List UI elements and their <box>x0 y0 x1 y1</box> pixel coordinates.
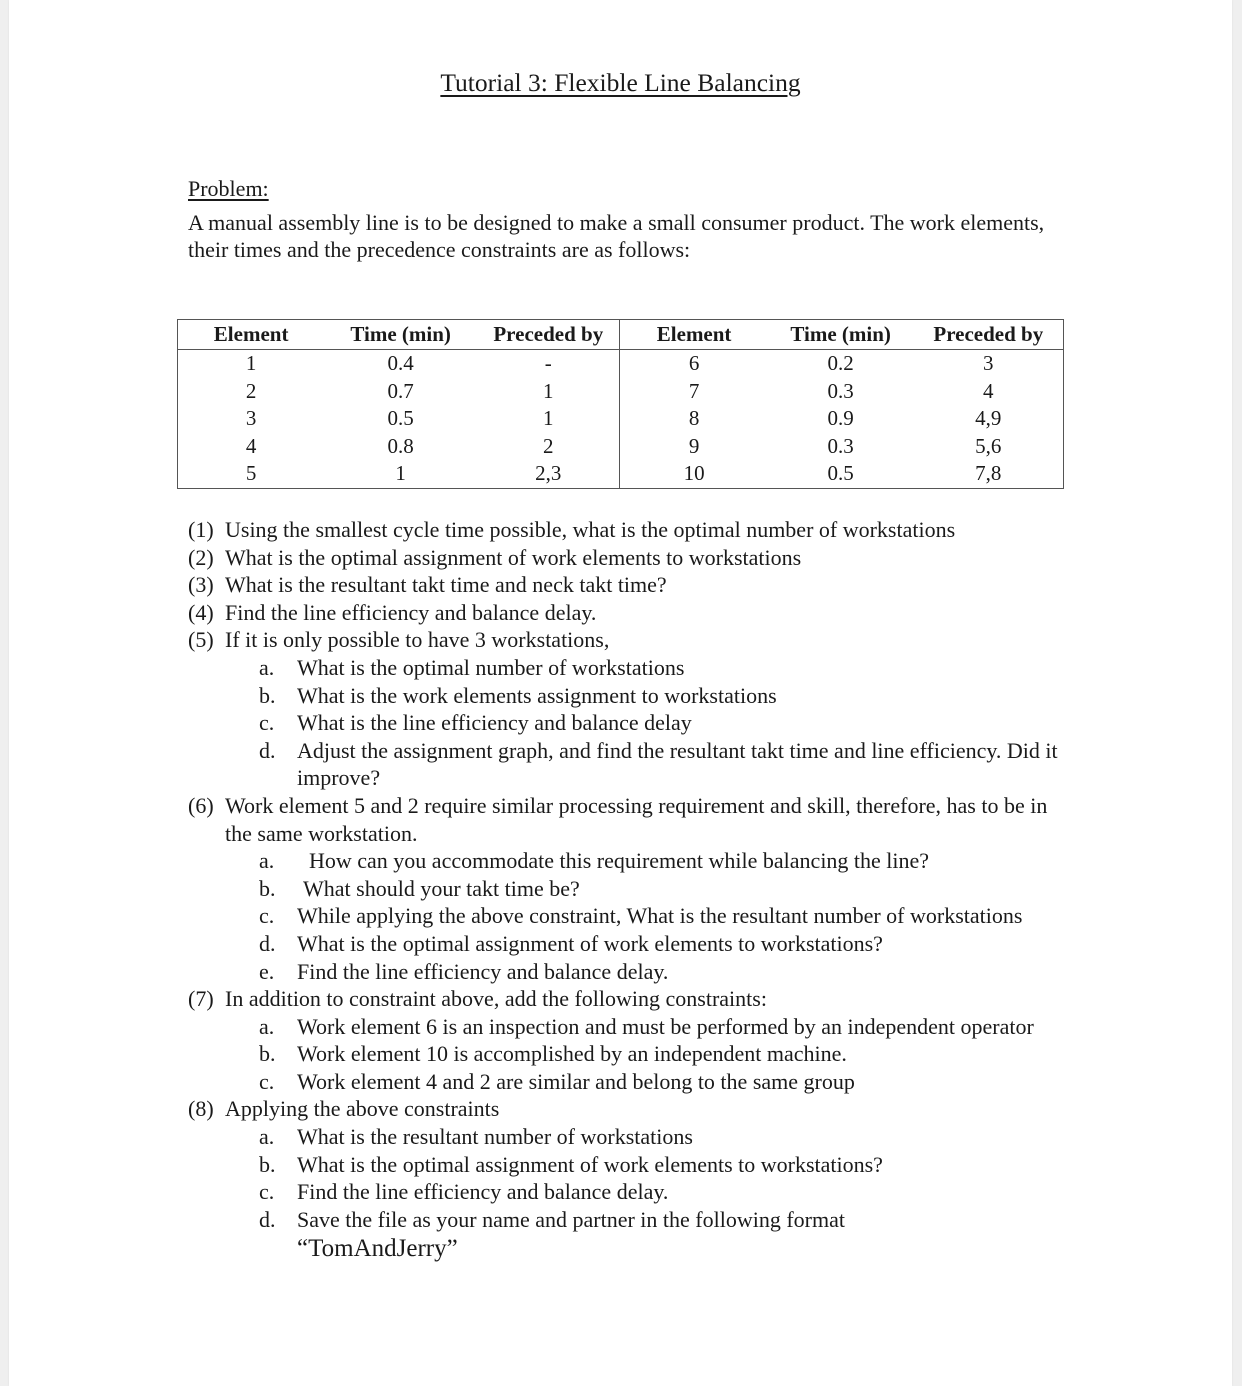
question-text: Using the smallest cycle time possible, what is the optimal number of workstations <box>225 517 956 542</box>
sub-question <box>259 1178 1068 1206</box>
sub-question-letter: b. <box>259 682 276 708</box>
table-cell: 9 <box>688 433 700 458</box>
table-row <box>178 405 1064 433</box>
table-cell: 3 <box>983 351 994 376</box>
sub-question-text: Adjust the assignment graph, and find the resultant takt time and line efficiency. Did it improve? <box>297 737 1058 791</box>
question-text: What is the optimal assignment of work elements to workstations <box>225 544 802 570</box>
question-6 <box>188 792 1068 847</box>
document-page <box>9 0 1232 1386</box>
sub-question-letter: d. <box>259 930 276 956</box>
sub-question-text: Work element 4 and 2 are similar and belong to the same group <box>297 1068 855 1094</box>
table-cell: 8 <box>688 406 700 431</box>
table-cell: 5 <box>245 461 257 486</box>
table-cell: 7 <box>688 378 700 403</box>
sub-question-letter: b. <box>259 1151 276 1177</box>
sub-question <box>259 1206 1068 1266</box>
header-element: Element <box>620 320 768 350</box>
question-number: (6) <box>188 792 214 818</box>
table-cell: 0.5 <box>387 406 414 431</box>
sub-question-letter: b. <box>259 875 276 901</box>
question-number: (2) <box>188 544 214 570</box>
table-header-row <box>178 320 1064 350</box>
table-row <box>178 460 1064 488</box>
table-cell: 1 <box>245 351 257 376</box>
question-number: (1) <box>188 517 214 542</box>
document-title: Tutorial 3: Flexible Line Balancing <box>440 68 801 97</box>
table-cell: 0.3 <box>827 433 854 458</box>
sub-question <box>259 737 1068 792</box>
table-cell: 10 <box>683 461 705 486</box>
sub-question-text: Work element 6 is an inspection and must be performed by an independent operator <box>297 1013 1034 1039</box>
sub-question-text: How can you accommodate this requirement while balancing the line? <box>309 848 930 874</box>
sub-question-text: What should your takt time be? <box>303 875 580 901</box>
sub-question <box>259 875 1068 903</box>
sub-question-letter: e. <box>259 958 275 984</box>
sub-question <box>259 654 1068 682</box>
table-cell: 0.2 <box>827 351 854 376</box>
sub-question <box>259 682 1068 710</box>
table-row <box>178 350 1064 378</box>
table-cell: 0.5 <box>827 461 854 486</box>
table-cell: 0.8 <box>387 433 414 458</box>
sub-question-text: Find the line efficiency and balance delay. <box>297 958 669 984</box>
sub-question-text: What is the resultant number of workstations <box>297 1124 693 1150</box>
sub-question-text-line: Save the file as your name and partner in the following format <box>297 1206 845 1232</box>
filename-example: “TomAndJerry” <box>297 1235 458 1263</box>
table-cell: 5,6 <box>975 433 1002 458</box>
question-text: Work element 5 and 2 require similar processing requirement and skill, therefore, has to be in the same workstation. <box>225 792 1048 846</box>
sub-question <box>259 902 1068 930</box>
table-row <box>178 433 1064 461</box>
sub-question-text: What is the optimal assignment of work elements to workstations? <box>297 930 883 956</box>
sub-question <box>259 847 1068 875</box>
table-cell: 0.7 <box>387 378 414 403</box>
sub-question-letter: a. <box>259 1124 275 1150</box>
sub-question-letter: b. <box>259 1041 276 1067</box>
sub-question-letter: d. <box>259 737 276 763</box>
sub-question <box>259 1068 1068 1096</box>
table-cell: 7,8 <box>975 461 1002 486</box>
question-number: (3) <box>188 572 214 598</box>
question-7 <box>188 985 1068 1013</box>
sub-question-text: What is the optimal number of workstations <box>297 654 685 680</box>
table-cell: 1 <box>477 405 620 433</box>
sub-question <box>259 709 1068 737</box>
question-1 <box>188 516 1068 544</box>
work-elements-table <box>177 319 1064 489</box>
sub-question-text: Work element 10 is accomplished by an independent machine. <box>297 1041 847 1067</box>
table-cell: 2,3 <box>477 460 620 488</box>
question-5 <box>188 626 1068 654</box>
sub-question-text: Find the line efficiency and balance delay. <box>297 1179 669 1205</box>
sub-question-letter: a. <box>259 1013 275 1039</box>
sub-question <box>259 1040 1068 1068</box>
sub-question-letter: c. <box>259 903 275 929</box>
header-preceded-by: Preceded by <box>477 320 620 350</box>
sub-question-letter: c. <box>259 710 275 736</box>
question-text: If it is only possible to have 3 workstations, <box>225 627 610 653</box>
sub-question-letter: a. <box>259 654 275 680</box>
question-4 <box>188 599 1068 627</box>
sub-question-text: What is the optimal assignment of work elements to workstations? <box>297 1151 883 1177</box>
sub-question <box>259 958 1068 986</box>
table-cell: 0.9 <box>827 406 854 431</box>
sub-question-text: What is the work elements assignment to workstations <box>297 682 777 708</box>
table-cell: 6 <box>688 351 700 376</box>
table-cell: 4 <box>245 433 257 458</box>
sub-question-letter: a. <box>259 848 275 874</box>
sub-question-text <box>297 1206 1068 1266</box>
sub-question-letter: c. <box>259 1179 275 1205</box>
question-8 <box>188 1095 1068 1123</box>
question-text: Applying the above constraints <box>225 1096 500 1122</box>
table-cell: 0.3 <box>827 378 854 403</box>
question-text: Find the line efficiency and balance delay. <box>225 599 597 625</box>
table-row <box>178 378 1064 406</box>
sub-question <box>259 930 1068 958</box>
sub-question-text: While applying the above constraint, What is the resultant number of workstations <box>297 903 1023 929</box>
question-list <box>188 516 1068 1265</box>
problem-intro: A manual assembly line is to be designed to make a small consumer product. The work elements, their times and the precedence constraints are as follows: <box>188 210 1045 262</box>
table-cell: 3 <box>245 406 257 431</box>
table-cell: 1 <box>395 461 406 486</box>
table-cell: - <box>477 350 620 378</box>
question-number: (8) <box>188 1096 214 1122</box>
sub-question-letter: c. <box>259 1068 275 1094</box>
table-cell: 0.4 <box>387 351 414 376</box>
header-time: Time (min) <box>324 320 477 350</box>
problem-heading: Problem: <box>188 176 269 201</box>
question-number: (5) <box>188 627 214 653</box>
question-number: (7) <box>188 986 214 1012</box>
table-cell: 1 <box>477 378 620 406</box>
question-3 <box>188 571 1068 599</box>
table-cell: 2 <box>477 433 620 461</box>
question-number: (4) <box>188 599 214 625</box>
table-cell: 4,9 <box>975 406 1002 431</box>
table-cell: 4 <box>983 378 994 403</box>
sub-question <box>259 1151 1068 1179</box>
sub-question-text: What is the line efficiency and balance delay <box>297 710 692 736</box>
header-time: Time (min) <box>768 320 914 350</box>
sub-question-letter: d. <box>259 1206 276 1232</box>
header-element: Element <box>178 320 325 350</box>
sub-question <box>259 1013 1068 1041</box>
table-cell: 2 <box>245 378 257 403</box>
question-text: In addition to constraint above, add the following constraints: <box>225 986 767 1012</box>
question-text: What is the resultant takt time and neck takt time? <box>225 572 667 598</box>
header-preceded-by: Preceded by <box>914 320 1064 350</box>
sub-question <box>259 1123 1068 1151</box>
question-2 <box>188 544 1068 572</box>
